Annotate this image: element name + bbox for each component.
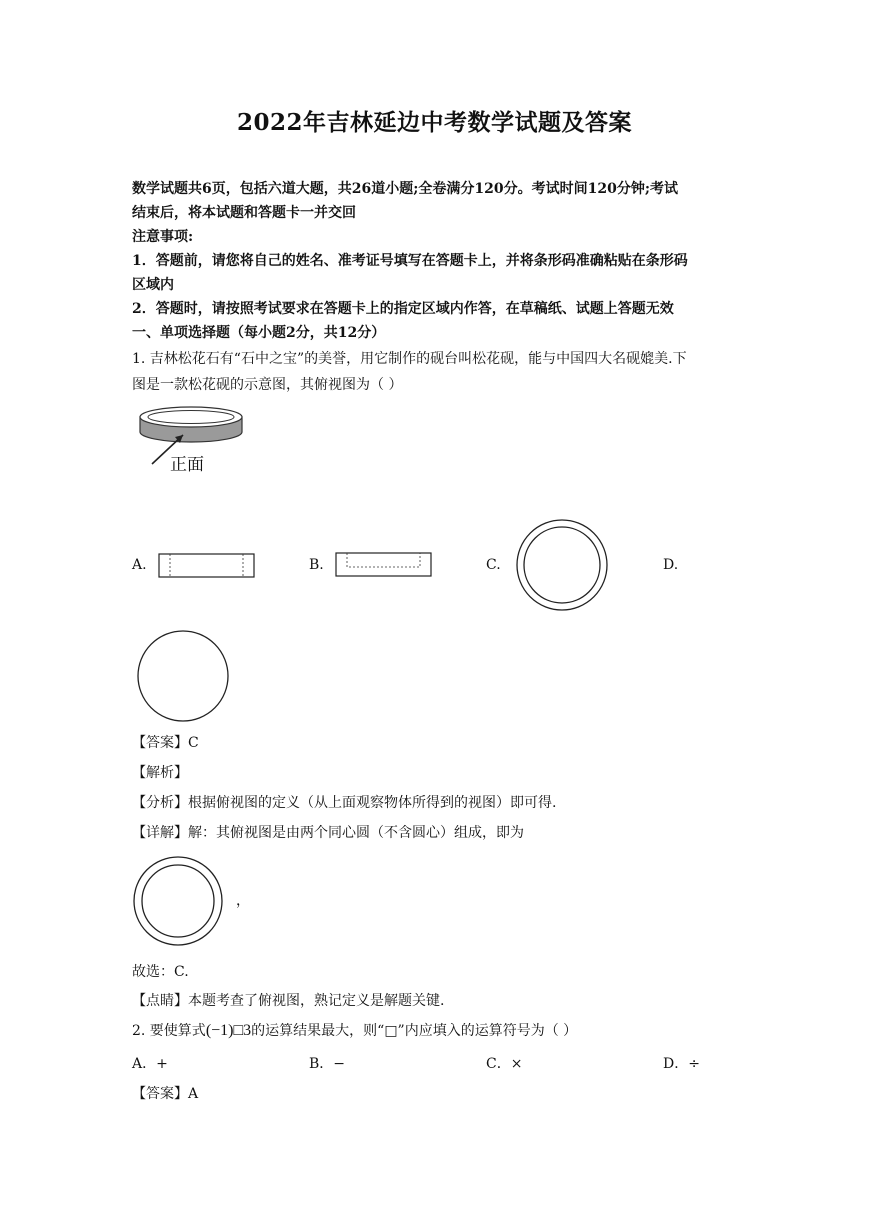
note-1-line-2: 区域内	[132, 277, 174, 293]
q2-answer: 【答案】A	[132, 1086, 199, 1102]
q2-option-d: D．÷	[663, 1056, 700, 1072]
note-2: 2．答题时，请按照考试要求在答题卡上的指定区域内作答，在草稿纸、试题上答题无效	[132, 301, 674, 317]
intro-line-2: 结束后，将本试题和答题卡一并交回	[132, 205, 356, 221]
q1-option-b-label: B.	[309, 557, 324, 573]
q2-expression: (−1)□3	[205, 1022, 252, 1039]
q1-choose: 故选：C.	[132, 964, 189, 980]
q2-stem	[132, 1020, 577, 1040]
intro-line-1: 数学试题共6页，包括六道大题，共26道小题;全卷满分120分。考试时间120分钟;考试	[132, 181, 679, 197]
q2-option-b: B．−	[309, 1056, 346, 1072]
q1-option-d-label: D.	[663, 557, 679, 573]
section-heading: 一、单项选择题（每小题2分，共12分）	[132, 325, 386, 341]
q1-stem-line-1: 1. 吉林松花石有“石中之宝”的美誉，用它制作的砚台叫松花砚，能与中国四大名砚媲美.下	[132, 351, 687, 367]
q2-stem-prefix: 2. 要使算式	[132, 1023, 206, 1039]
option-a-figure	[158, 553, 256, 579]
option-b-figure	[335, 552, 433, 578]
option-d-figure	[137, 630, 231, 724]
q1-answer: 【答案】C	[132, 735, 199, 751]
q1-analysis-label: 【解析】	[132, 765, 188, 781]
option-c-figure	[515, 519, 609, 613]
page-title: 2022年吉林延边中考数学试题及答案	[236, 109, 632, 136]
q1-stem-line-2: 图是一款松花砚的示意图，其俯视图为（ ）	[132, 377, 403, 393]
q1-fenxi: 【分析】根据俯视图的定义（从上面观察物体所得到的视图）即可得.	[132, 795, 557, 811]
note-1-line-1: 1．答题前，请您将自己的姓名、准考证号填写在答题卡上，并将条形码准确粘贴在条形码	[132, 253, 688, 269]
detail-figure	[132, 856, 226, 950]
q1-comment: 【点睛】本题考查了俯视图，熟记定义是解题关键.	[132, 993, 445, 1009]
front-label: 正面	[170, 455, 204, 475]
q2-option-c: C．×	[486, 1056, 523, 1072]
q2-option-a: A．+	[132, 1056, 168, 1072]
q2-stem-suffix: 的运算结果最大，则“□”内应填入的运算符号为（ ）	[251, 1023, 578, 1039]
q1-option-c-label: C.	[486, 557, 501, 573]
detail-comma: ，	[236, 893, 250, 909]
q1-option-a-label: A.	[132, 557, 147, 573]
q1-detail: 【详解】解：其俯视图是由两个同心圆（不含圆心）组成，即为	[132, 825, 524, 841]
notes-heading: 注意事项:	[132, 229, 194, 245]
